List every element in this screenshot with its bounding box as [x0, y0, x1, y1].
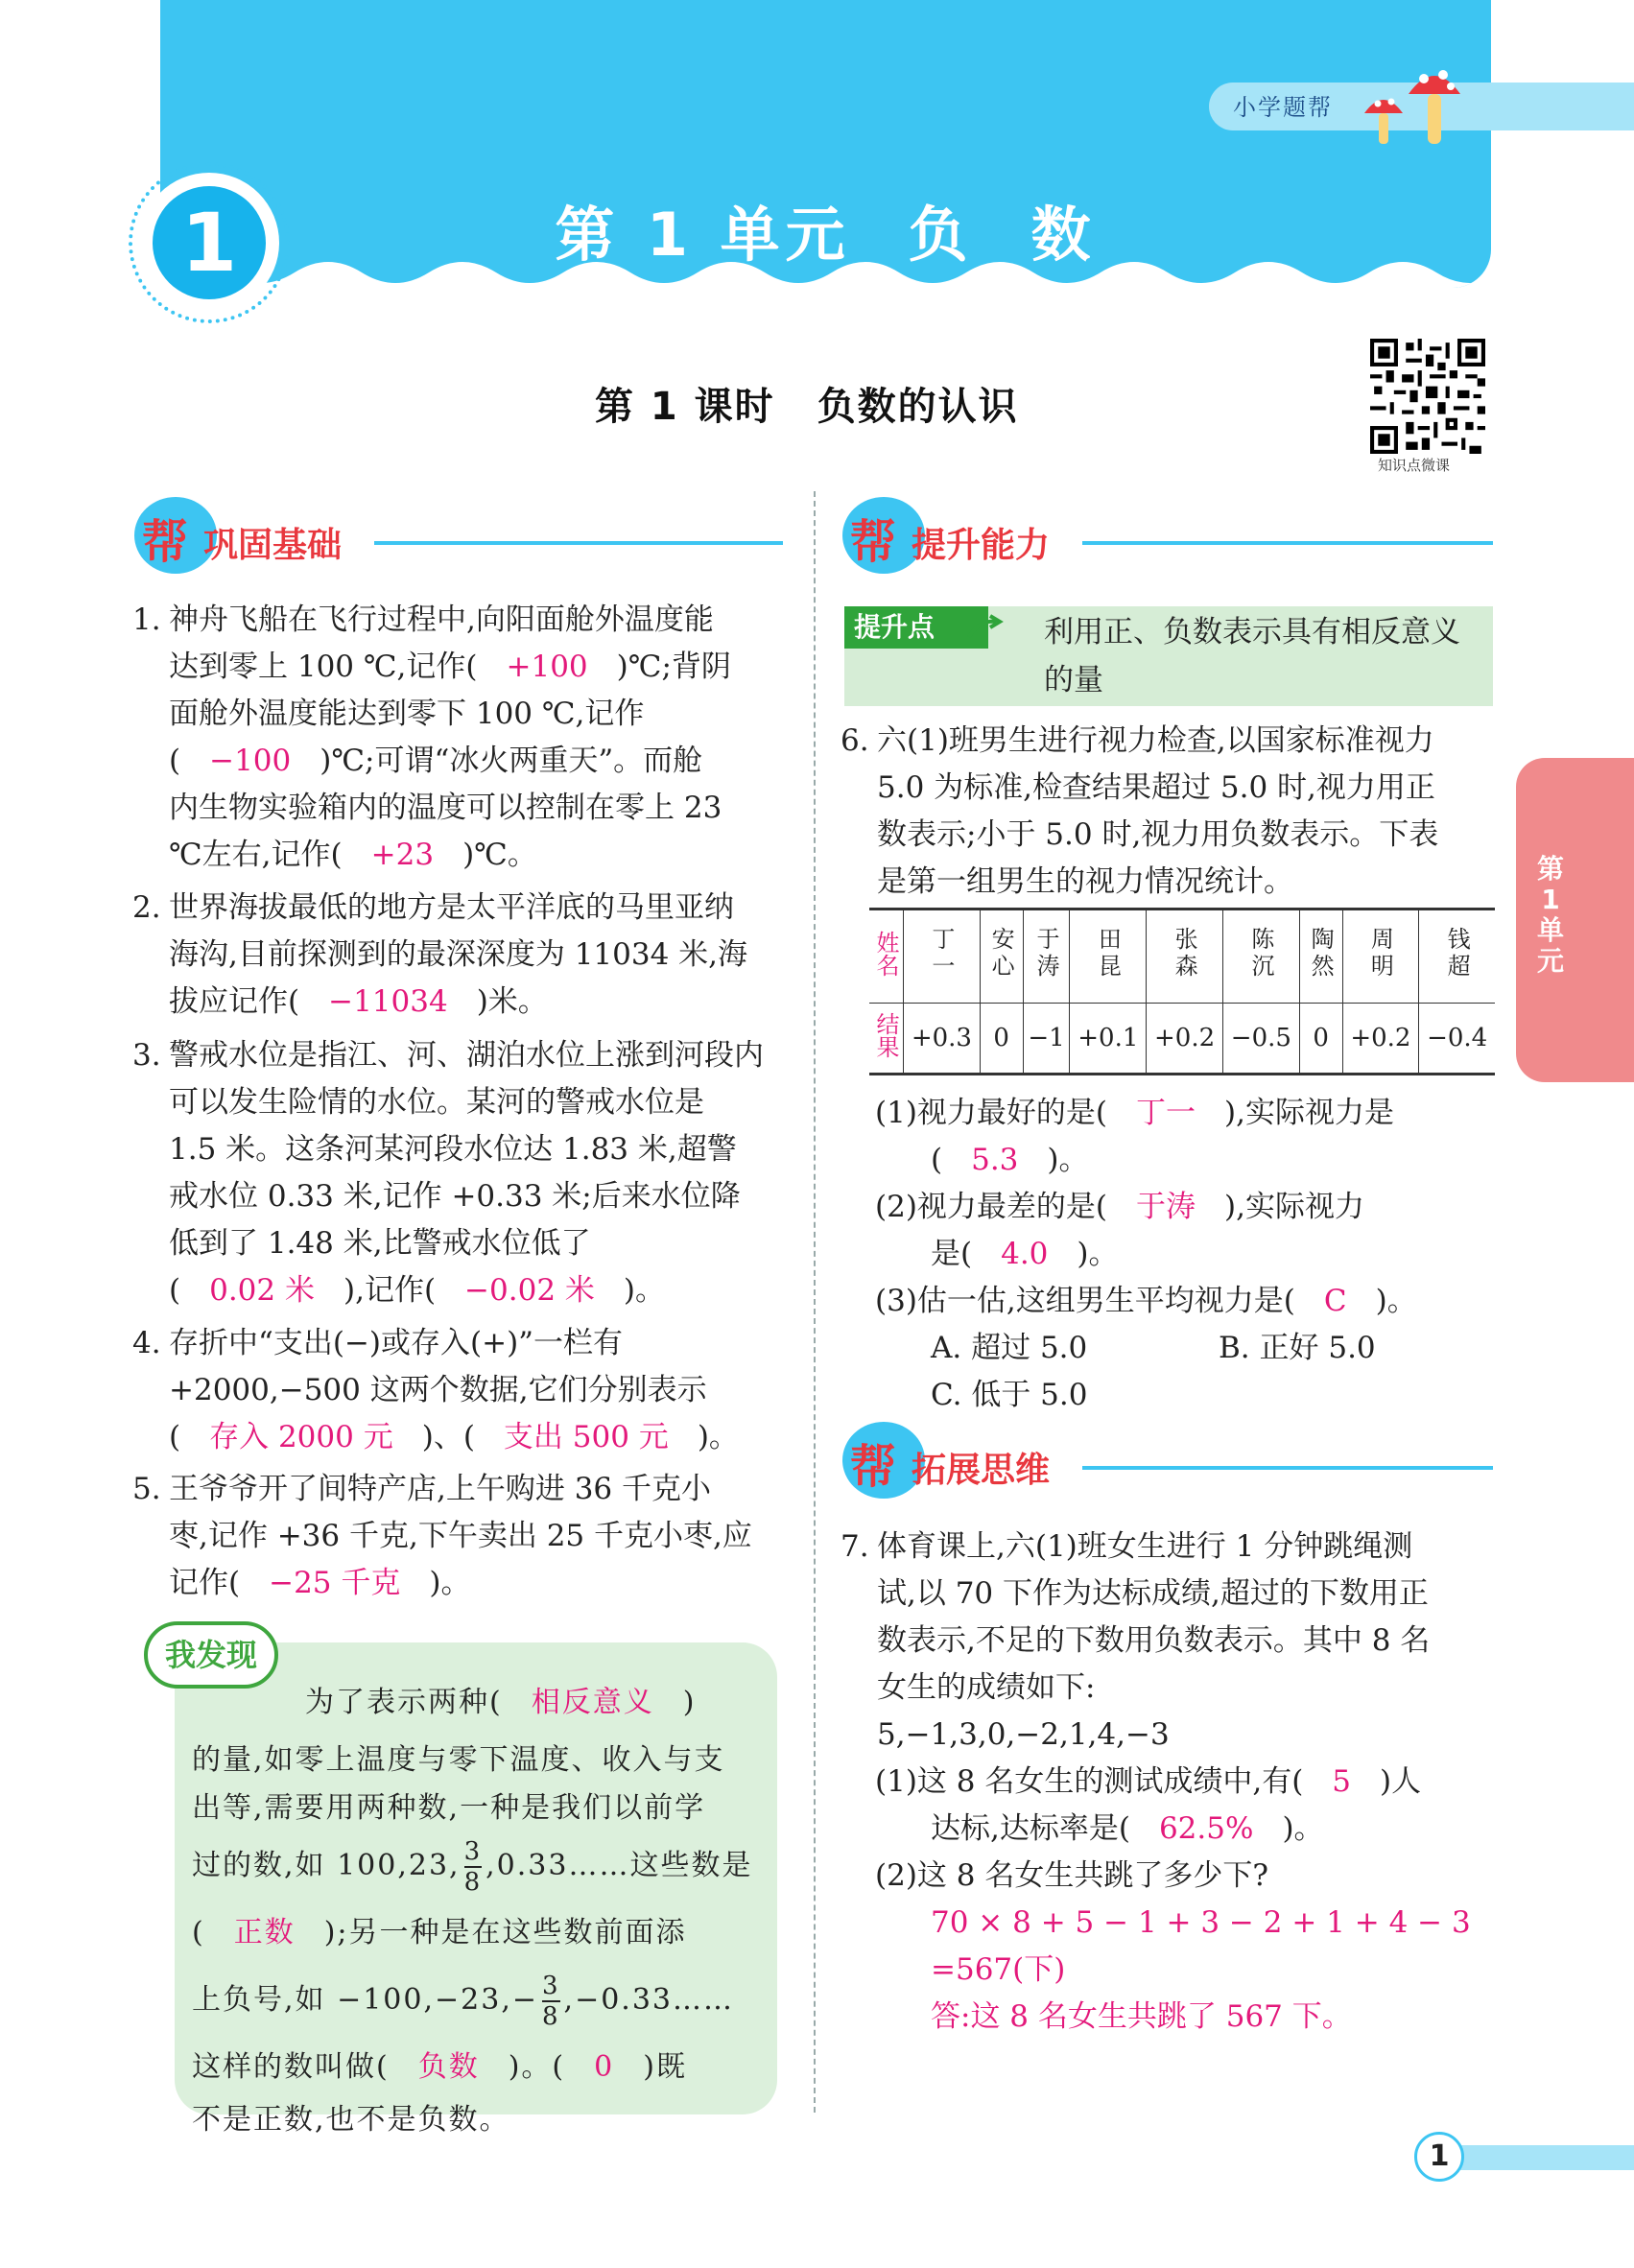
discovery-tag: 我发现 [144, 1621, 278, 1689]
q6-line: 数表示;小于 5.0 时,视力用负数表示。下表 [877, 817, 1439, 852]
section-improve-label: 提升能力 [912, 526, 1051, 565]
unit-number: 1 [153, 186, 266, 299]
q7-sub: (2)这 8 名女生共跳了多少下? [875, 1858, 1268, 1893]
discover-line: 为了表示两种( 相反意义 ) [305, 1686, 697, 1719]
answer-work: 70 × 8 + 5 − 1 + 3 − 2 + 1 + 4 − 3 [931, 1905, 1471, 1940]
table-cell: −1 [1023, 1004, 1070, 1075]
q6-sub: (2)视力最差的是( 于涛 ),实际视力 [875, 1190, 1364, 1224]
table-cell: +0.2 [1342, 1004, 1419, 1075]
q1-line: ( −100 )℃;可谓“冰火两重天”。而舱 [169, 744, 703, 778]
table-cell: 周明 [1342, 910, 1419, 1004]
q2-line: 拔应记作( −11034 )米。 [169, 984, 548, 1019]
q4-line: +2000,−500 这两个数据,它们分别表示 [169, 1373, 707, 1407]
question-number: 3. [132, 1038, 161, 1073]
question-number: 4. [132, 1326, 161, 1360]
vision-table [869, 908, 1495, 1075]
answer: 支出 500 元 [503, 1420, 669, 1454]
fraction: $\frac{3}{8}$ [463, 1837, 483, 1897]
question-number: 2. [132, 890, 161, 925]
question-number: 7. [841, 1529, 869, 1564]
answer: −100 [209, 744, 292, 778]
q5-line: 枣,记作 +36 千克,下午卖出 25 千克小枣,应 [169, 1519, 752, 1553]
answer: 存入 2000 元 [209, 1420, 393, 1454]
section-extend-label: 拓展思维 [912, 1451, 1051, 1490]
answer-work: =567(下) [931, 1952, 1066, 1987]
answer: C [1323, 1284, 1347, 1318]
answer: −11034 [328, 984, 448, 1019]
section-rule [1082, 1466, 1493, 1470]
section-bang: 帮 [850, 515, 897, 569]
section-rule [374, 541, 783, 545]
q6-line: 六(1)班男生进行视力检查,以国家标准视力 [877, 723, 1434, 758]
q3-line: 可以发生险情的水位。某河的警戒水位是 [169, 1085, 704, 1120]
q6-sub: 是( 4.0 )。 [931, 1237, 1119, 1271]
table-row [869, 1004, 1495, 1075]
mushroom-icon [1362, 58, 1468, 149]
table-cell: +0.3 [904, 1004, 981, 1075]
discover-line: ( 正数 );另一种是在这些数前面添 [192, 1916, 687, 1949]
q7-line: 女生的成绩如下: [877, 1670, 1096, 1705]
discover-line: 上负号,如 −100,−23,− $\frac{3}{8}$ ,−0.33…… [192, 1972, 735, 2031]
q6-options [875, 1325, 1503, 1372]
lesson-title [595, 376, 1019, 431]
q7-line: 试,以 70 下作为达标成绩,超过的下数用正 [877, 1576, 1429, 1611]
q6-sub: ( 5.3 )。 [931, 1143, 1089, 1177]
table-cell: 安心 [980, 910, 1023, 1004]
section-rule [1082, 541, 1493, 545]
answer: 正数 [233, 1916, 296, 1949]
question-4 [132, 1320, 785, 1461]
answer: 5 [1332, 1764, 1352, 1799]
q5-line: 记作( −25 千克 )。 [169, 1566, 471, 1600]
lesson-number: 第 1 课时 [595, 385, 775, 429]
q3-line: 戒水位 0.33 米,记作 +0.33 米;后来水位降 [169, 1179, 741, 1214]
question-5 [132, 1466, 785, 1607]
q1-line: 面舱外温度能达到零下 100 ℃,记作 [169, 697, 645, 731]
tip-text: 利用正、负数表示具有相反意义 的量 [1044, 615, 1460, 697]
question-2 [132, 885, 785, 1026]
q6-line: 是第一组男生的视力情况统计。 [877, 864, 1293, 899]
arrow-icon [965, 614, 1004, 643]
answer: 相反意义 [531, 1686, 654, 1719]
section-bang: 帮 [850, 1440, 897, 1494]
q4-line: 存折中“支出(−)或存入(+)”一栏有 [169, 1326, 624, 1360]
discover-line: 过的数,如 100,23, $\frac{3}{8}$ ,0.33……这些数是 [192, 1837, 753, 1897]
answer: +100 [506, 650, 588, 684]
tip-tag: 提升点 [844, 606, 988, 649]
table-row [869, 910, 1495, 1004]
qr-caption: 知识点微课 [1378, 457, 1451, 474]
option-b: B. 正好 5.0 [1219, 1331, 1376, 1365]
q7-line: 数表示,不足的下数用负数表示。其中 8 名 [877, 1623, 1431, 1658]
table-cell: +0.2 [1147, 1004, 1223, 1075]
q5-line: 王爷爷开了间特产店,上午购进 36 千克小 [169, 1472, 712, 1506]
q1-line: 达到零上 100 ℃,记作( +100 )℃;背阴 [169, 650, 731, 684]
lesson-name: 负数的认识 [817, 385, 1019, 429]
section-bang: 帮 [142, 515, 189, 569]
q2-line: 海沟,目前探测到的最深深度为 11034 米,海 [169, 937, 748, 972]
question-number: 1. [132, 602, 161, 637]
q3-line: 警戒水位是指江、河、湖泊水位上涨到河段内 [169, 1038, 764, 1073]
discover-line: 出等,需要用两种数,一种是我们以前学 [192, 1791, 706, 1825]
section-basic-header [134, 497, 783, 574]
q4-line: ( 存入 2000 元 )、( 支出 500 元 )。 [169, 1420, 739, 1454]
table-cell: 陈沉 [1222, 910, 1299, 1004]
q7-sub: (1)这 8 名女生的测试成绩中,有( 5 )人 [875, 1764, 1422, 1799]
side-tab-label: 第1单元 [1536, 853, 1564, 977]
question-6 [841, 718, 1503, 906]
table-cell: +0.1 [1070, 1004, 1147, 1075]
q7-sub: 达标,达标率是( 62.5% )。 [931, 1811, 1324, 1846]
discover-line: 这样的数叫做( 负数 )。( 0 )既 [192, 2050, 687, 2084]
option-a: A. 超过 5.0 [931, 1331, 1088, 1365]
section-extend-header [842, 1422, 1493, 1499]
answer: +23 [370, 838, 435, 872]
q3-line: 1.5 米。这条河某河段水位达 1.83 米,超警 [169, 1132, 737, 1167]
q6-sub: (3)估一估,这组男生平均视力是( C )。 [875, 1284, 1417, 1318]
answer: 0.02 米 [209, 1273, 315, 1308]
q1-line: 内生物实验箱内的温度可以控制在零上 23 [169, 791, 722, 825]
table-cell: 田昆 [1070, 910, 1147, 1004]
answer: 0 [594, 2050, 615, 2084]
table-cell: 张森 [1147, 910, 1223, 1004]
table-cell: 钱超 [1419, 910, 1495, 1004]
q2-line: 世界海拔最低的地方是太平洋底的马里亚纳 [169, 890, 734, 925]
table-cell: 0 [980, 1004, 1023, 1075]
qr-code-icon[interactable] [1370, 339, 1485, 454]
option-c: C. 低于 5.0 [931, 1378, 1088, 1412]
discover-line: 的量,如零上温度与零下温度、收入与支 [192, 1743, 725, 1777]
answer: 4.0 [1001, 1237, 1049, 1271]
question-3 [132, 1032, 785, 1314]
question-6-subparts [875, 1090, 1503, 1419]
table-cell: −0.4 [1419, 1004, 1495, 1075]
answer: −0.02 米 [464, 1273, 595, 1308]
discover-line: 不是正数,也不是负数。 [192, 2103, 510, 2137]
section-improve-header [842, 497, 1493, 574]
page-number: 1 [1414, 2132, 1464, 2182]
answer: 丁一 [1136, 1096, 1196, 1130]
question-7-subparts [875, 1759, 1503, 2041]
unit-title-word1: 负 [908, 200, 974, 270]
table-cell: 丁一 [904, 910, 981, 1004]
answer: 5.3 [971, 1143, 1019, 1177]
brand-label: 小学题帮 [1233, 94, 1333, 121]
q7-line: 体育课上,六(1)班女生进行 1 分钟跳绳测 [877, 1529, 1413, 1564]
q3-line: 低到了 1.48 米,比警戒水位低了 [169, 1226, 591, 1261]
table-cell: 于涛 [1023, 910, 1070, 1004]
q1-line: 神舟飞船在飞行过程中,向阳面舱外温度能 [169, 602, 714, 637]
q6-line: 5.0 为标准,检查结果超过 5.0 时,视力用正 [877, 770, 1435, 805]
q7-line: 5,−1,3,0,−2,1,4,−3 [877, 1717, 1170, 1752]
page-bar [1439, 2145, 1634, 2170]
table-row-header: 姓名 [869, 910, 904, 1004]
answer: 62.5% [1158, 1811, 1254, 1846]
answer: 于涛 [1136, 1190, 1196, 1224]
answer-statement: 答:这 8 名女生共跳了 567 下。 [931, 1999, 1352, 2034]
table-cell: 陶然 [1299, 910, 1342, 1004]
q6-options [875, 1372, 1503, 1419]
table-cell: −0.5 [1222, 1004, 1299, 1075]
q3-line: ( 0.02 米 ),记作( −0.02 米 )。 [169, 1273, 666, 1308]
q1-line: ℃左右,记作( +23 )℃。 [169, 838, 537, 872]
table-row-header: 结果 [869, 1004, 904, 1075]
fraction: $\frac{3}{8}$ [542, 1972, 560, 2031]
column-divider [814, 491, 816, 2113]
q6-sub: (1)视力最好的是( 丁一 ),实际视力是 [875, 1096, 1394, 1130]
unit-title-prefix: 第 1 单元 [555, 200, 851, 270]
table-cell: 0 [1299, 1004, 1342, 1075]
discovery-text [192, 1669, 758, 2139]
answer: −25 千克 [269, 1566, 401, 1600]
section-basic-label: 巩固基础 [203, 526, 343, 565]
question-number: 5. [132, 1472, 161, 1506]
unit-title [160, 187, 1491, 272]
answer: 负数 [417, 2050, 480, 2084]
question-1 [132, 597, 785, 879]
unit-title-word2: 数 [1030, 200, 1097, 270]
question-number: 6. [841, 723, 869, 758]
question-7 [841, 1524, 1503, 1759]
